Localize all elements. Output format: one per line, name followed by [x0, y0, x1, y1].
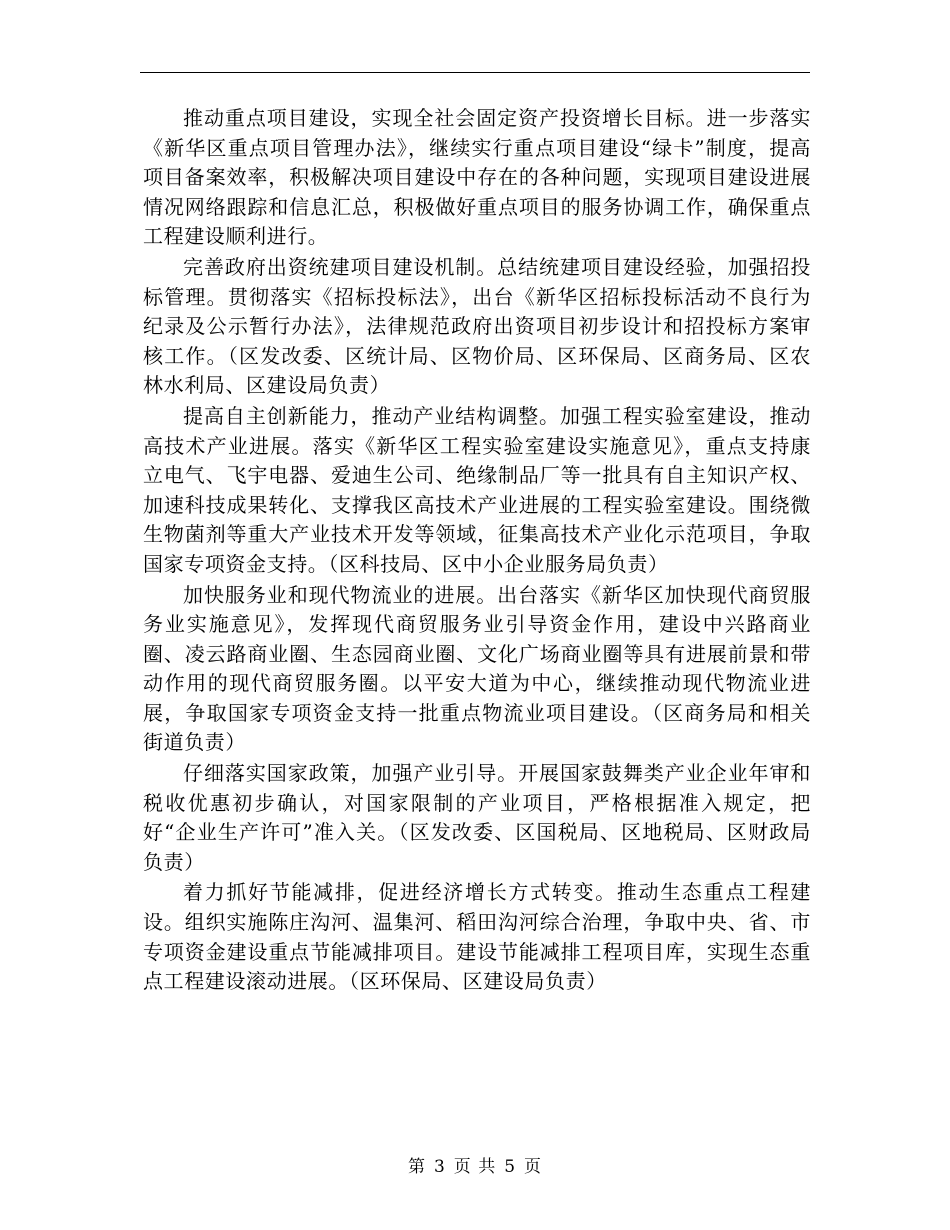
page-mid: 页 共	[453, 1157, 497, 1177]
header-rule	[140, 72, 810, 73]
document-body	[143, 104, 811, 998]
page-footer	[0, 1152, 950, 1177]
page-prefix: 第	[407, 1157, 426, 1177]
paragraph-1: 推动重点项目建设，实现全社会固定资产投资增长目标。进一步落实《新华区重点项目管理办法》，继续实行重点项目建设“绿卡”制度，提高项目备案效率，积极解决项目建设中存在的各种问题，实现项目建设进展情况网络跟踪和信息汇总，积极做好重点项目的服务协调工作，确保重点工程建设顺利进行。	[143, 106, 811, 249]
paragraph-3: 提高自主创新能力，推动产业结构调整。加强工程实验室建设，推动高技术产业进展。落实《新华区工程实验室建设实施意见》，重点支持康立电气、飞宇电器、爱迪生公司、绝缘制品厂等一批具有自主知识产权、加速科技成果转化、支撑我区高技术产业进展的工程实验室建设。围绕微生物菌剂等重大产业技术开发等领域，征集高技术产业化示范项目，争取国家专项资金支持。（区科技局、区中小企业服务局负责）	[143, 403, 811, 576]
current-page-number: 3	[433, 1157, 446, 1177]
total-pages-number: 5	[504, 1157, 517, 1177]
paragraph-2: 完善政府出资统建项目建设机制。总结统建项目建设经验，加强招投标管理。贯彻落实《招标投标法》，出台《新华区招标投标活动不良行为纪录及公示暂行办法》，法律规范政府出资项目初步设计和招投标方案审核工作。（区发改委、区统计局、区物价局、区环保局、区商务局、区农林水利局、区建设局负责）	[143, 254, 811, 398]
paragraph-6: 着力抓好节能减排，促进经济增长方式转变。推动生态重点工程建设。组织实施陈庄沟河、温集河、稻田沟河综合治理，争取中央、省、市专项资金建设重点节能减排项目。建设节能减排工程项目库，实现生态重点工程建设滚动进展。（区环保局、区建设局负责）	[143, 880, 811, 994]
page-suffix: 页	[524, 1157, 543, 1177]
paragraph-5: 仔细落实国家政策，加强产业引导。开展国家鼓舞类产业企业年审和税收优惠初步确认，对国家限制的产业项目，严格根据准入规定，把好“企业生产许可”准入关。（区发改委、区国税局、区地税局、区财政局负责）	[143, 761, 811, 874]
paragraph-4: 加快服务业和现代物流业的进展。出台落实《新华区加快现代商贸服务业实施意见》，发挥现代商贸服务业引导资金作用，建设中兴路商业圈、凌云路商业圈、生态园商业圈、文化广场商业圈等具有进展前景和带动作用的现代商贸服务圈。以平安大道为中心，继续推动现代物流业进展，争取国家专项资金支持一批重点物流业项目建设。（区商务局和相关街道负责）	[143, 582, 811, 755]
